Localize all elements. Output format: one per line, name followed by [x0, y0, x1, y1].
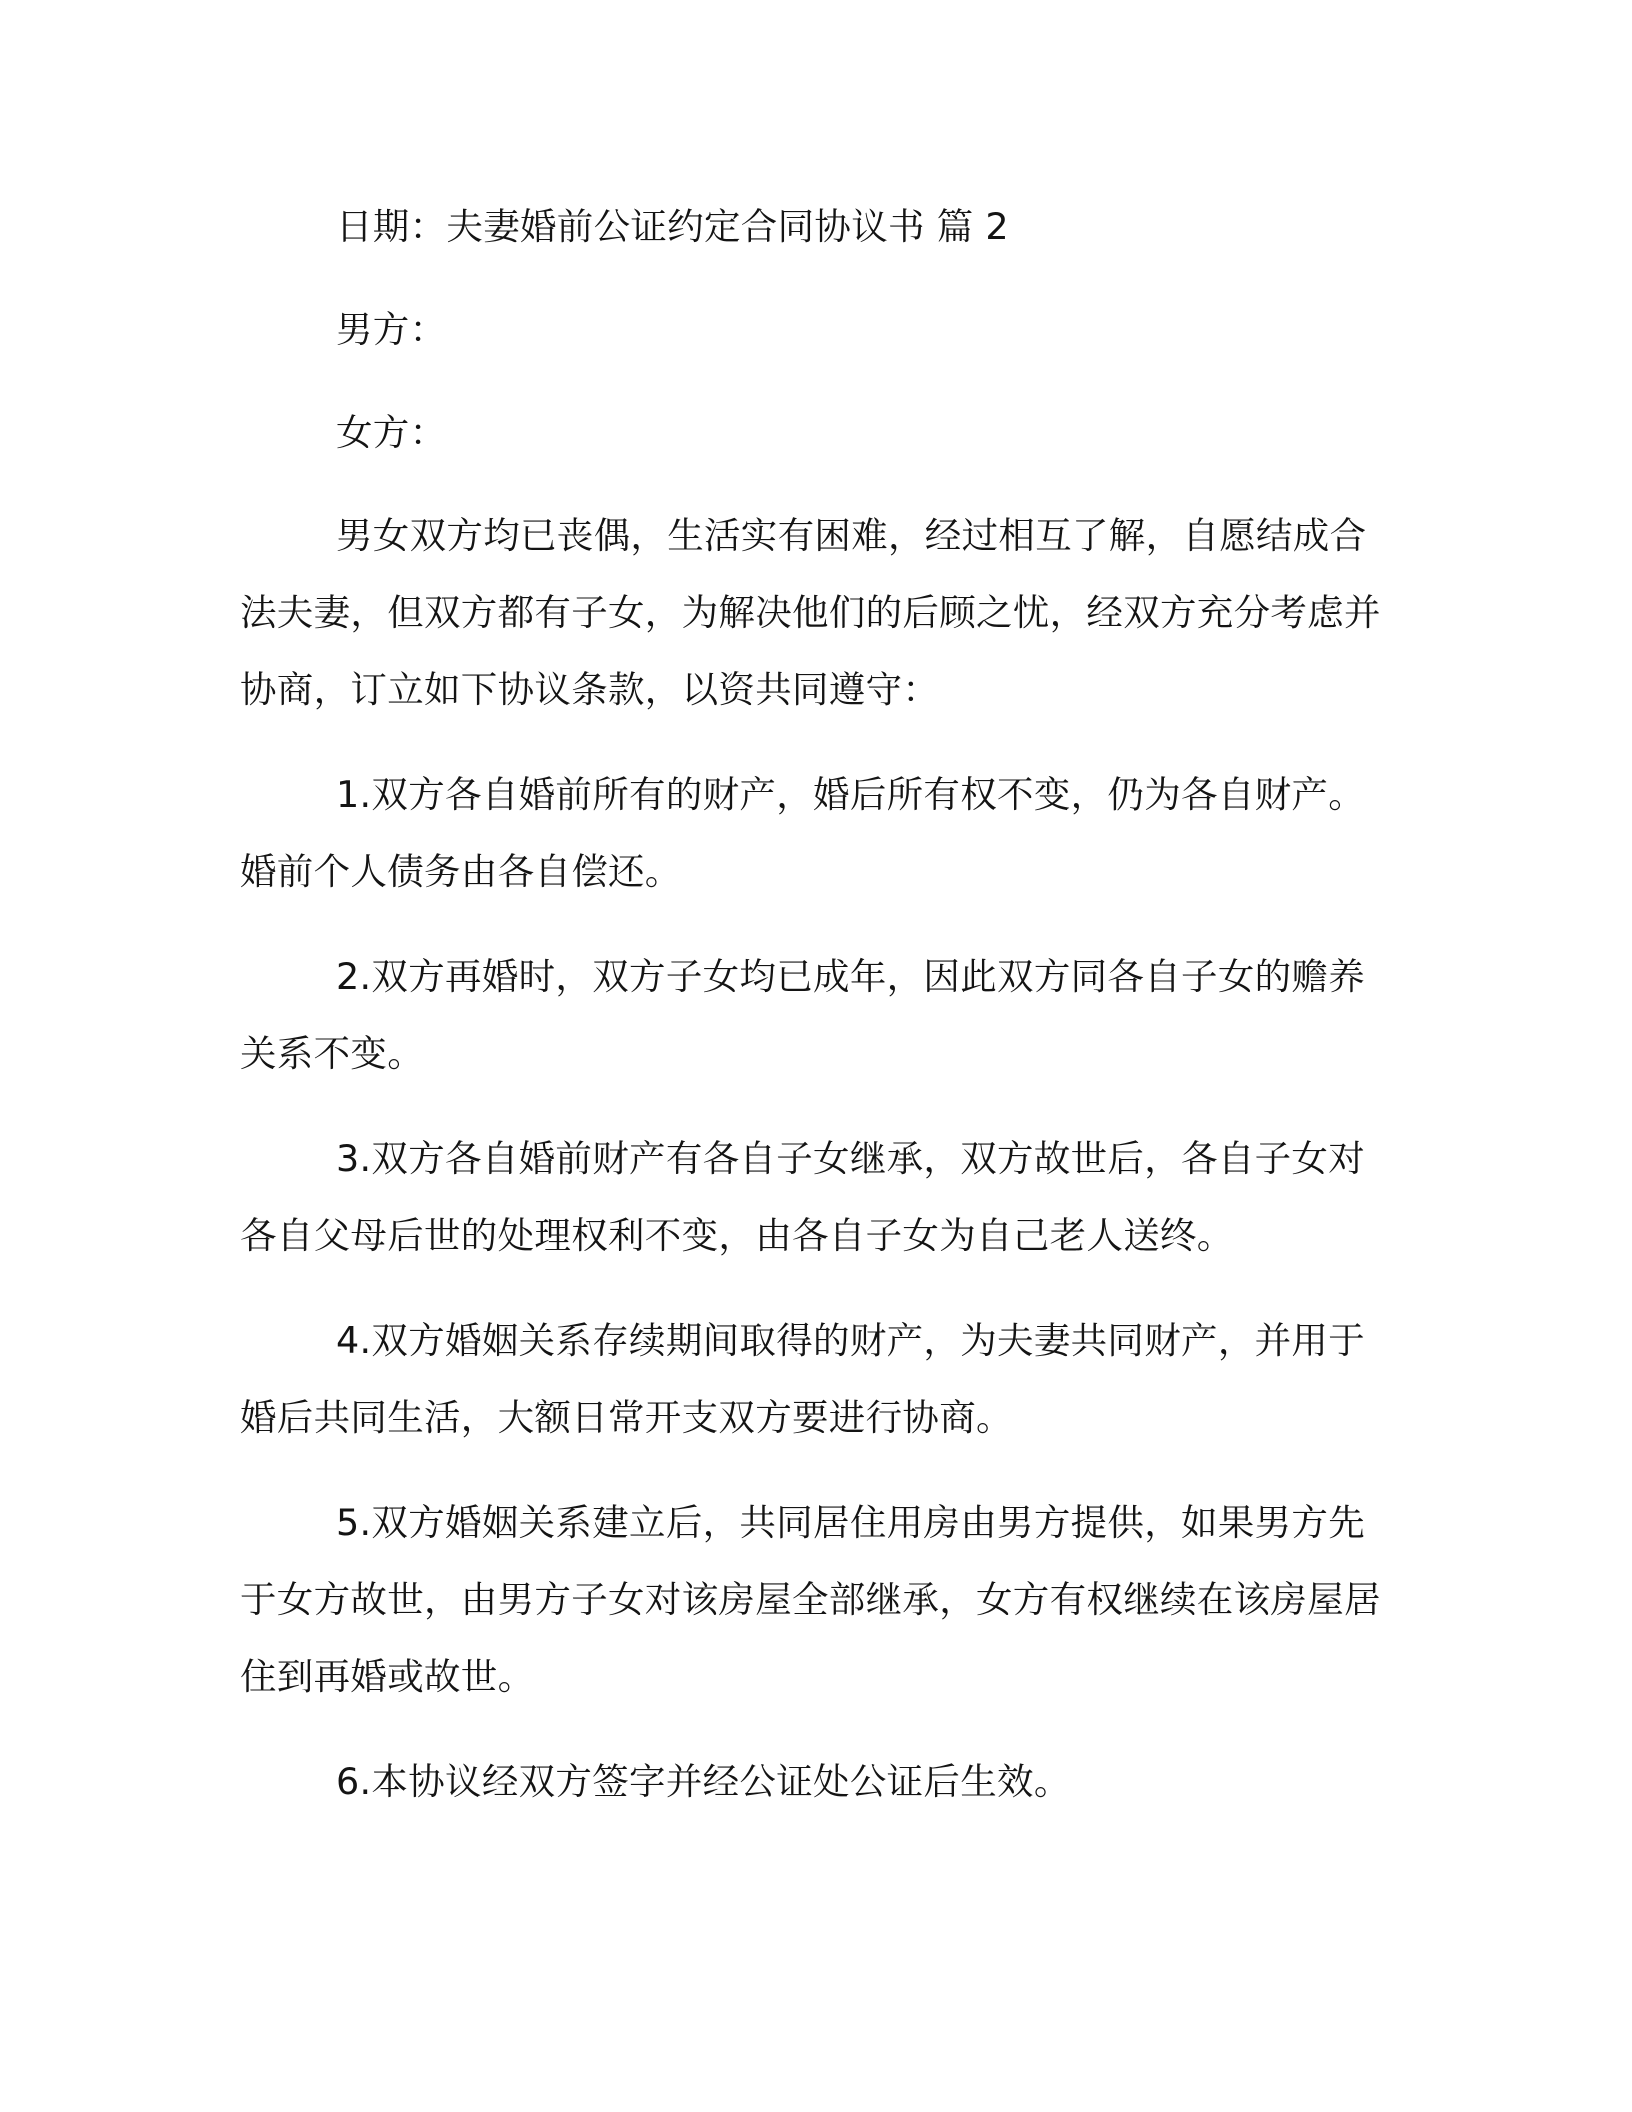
document-heading: 日期：夫妻婚前公证约定合同协议书 篇 2 — [336, 205, 1009, 248]
intro-paragraph: 男女双方均已丧偶，生活实有困难，经过相互了解，自愿结成合法夫妻，但双方都有子女，为解决他们的后顾之忧，经双方充分考虑并协商，订立如下协议条款，以资共同遵守： — [240, 514, 1381, 711]
clause-2: 2.双方再婚时，双方子女均已成年，因此双方同各自子女的赡养关系不变。 — [240, 955, 1366, 1075]
female-party-line: 女方： — [336, 411, 447, 454]
male-party-line: 男方： — [336, 308, 447, 351]
clause-6: 6.本协议经双方签字并经公证处公证后生效。 — [336, 1760, 1071, 1803]
document-body — [240, 188, 1392, 1820]
clause-1: 1.双方各自婚前所有的财产，婚后所有权不变，仍为各自财产。婚前个人债务由各自偿还。 — [240, 773, 1366, 893]
clause-5: 5.双方婚姻关系建立后，共同居住用房由男方提供，如果男方先于女方故世，由男方子女对该房屋全部继承，女方有权继续在该房屋居住到再婚或故世。 — [240, 1501, 1381, 1698]
clause-4: 4.双方婚姻关系存续期间取得的财产，为夫妻共同财产，并用于婚后共同生活，大额日常开支双方要进行协商。 — [240, 1319, 1366, 1439]
clause-3: 3.双方各自婚前财产有各自子女继承，双方故世后，各自子女对各自父母后世的处理权利不变，由各自子女为自己老人送终。 — [240, 1137, 1366, 1257]
